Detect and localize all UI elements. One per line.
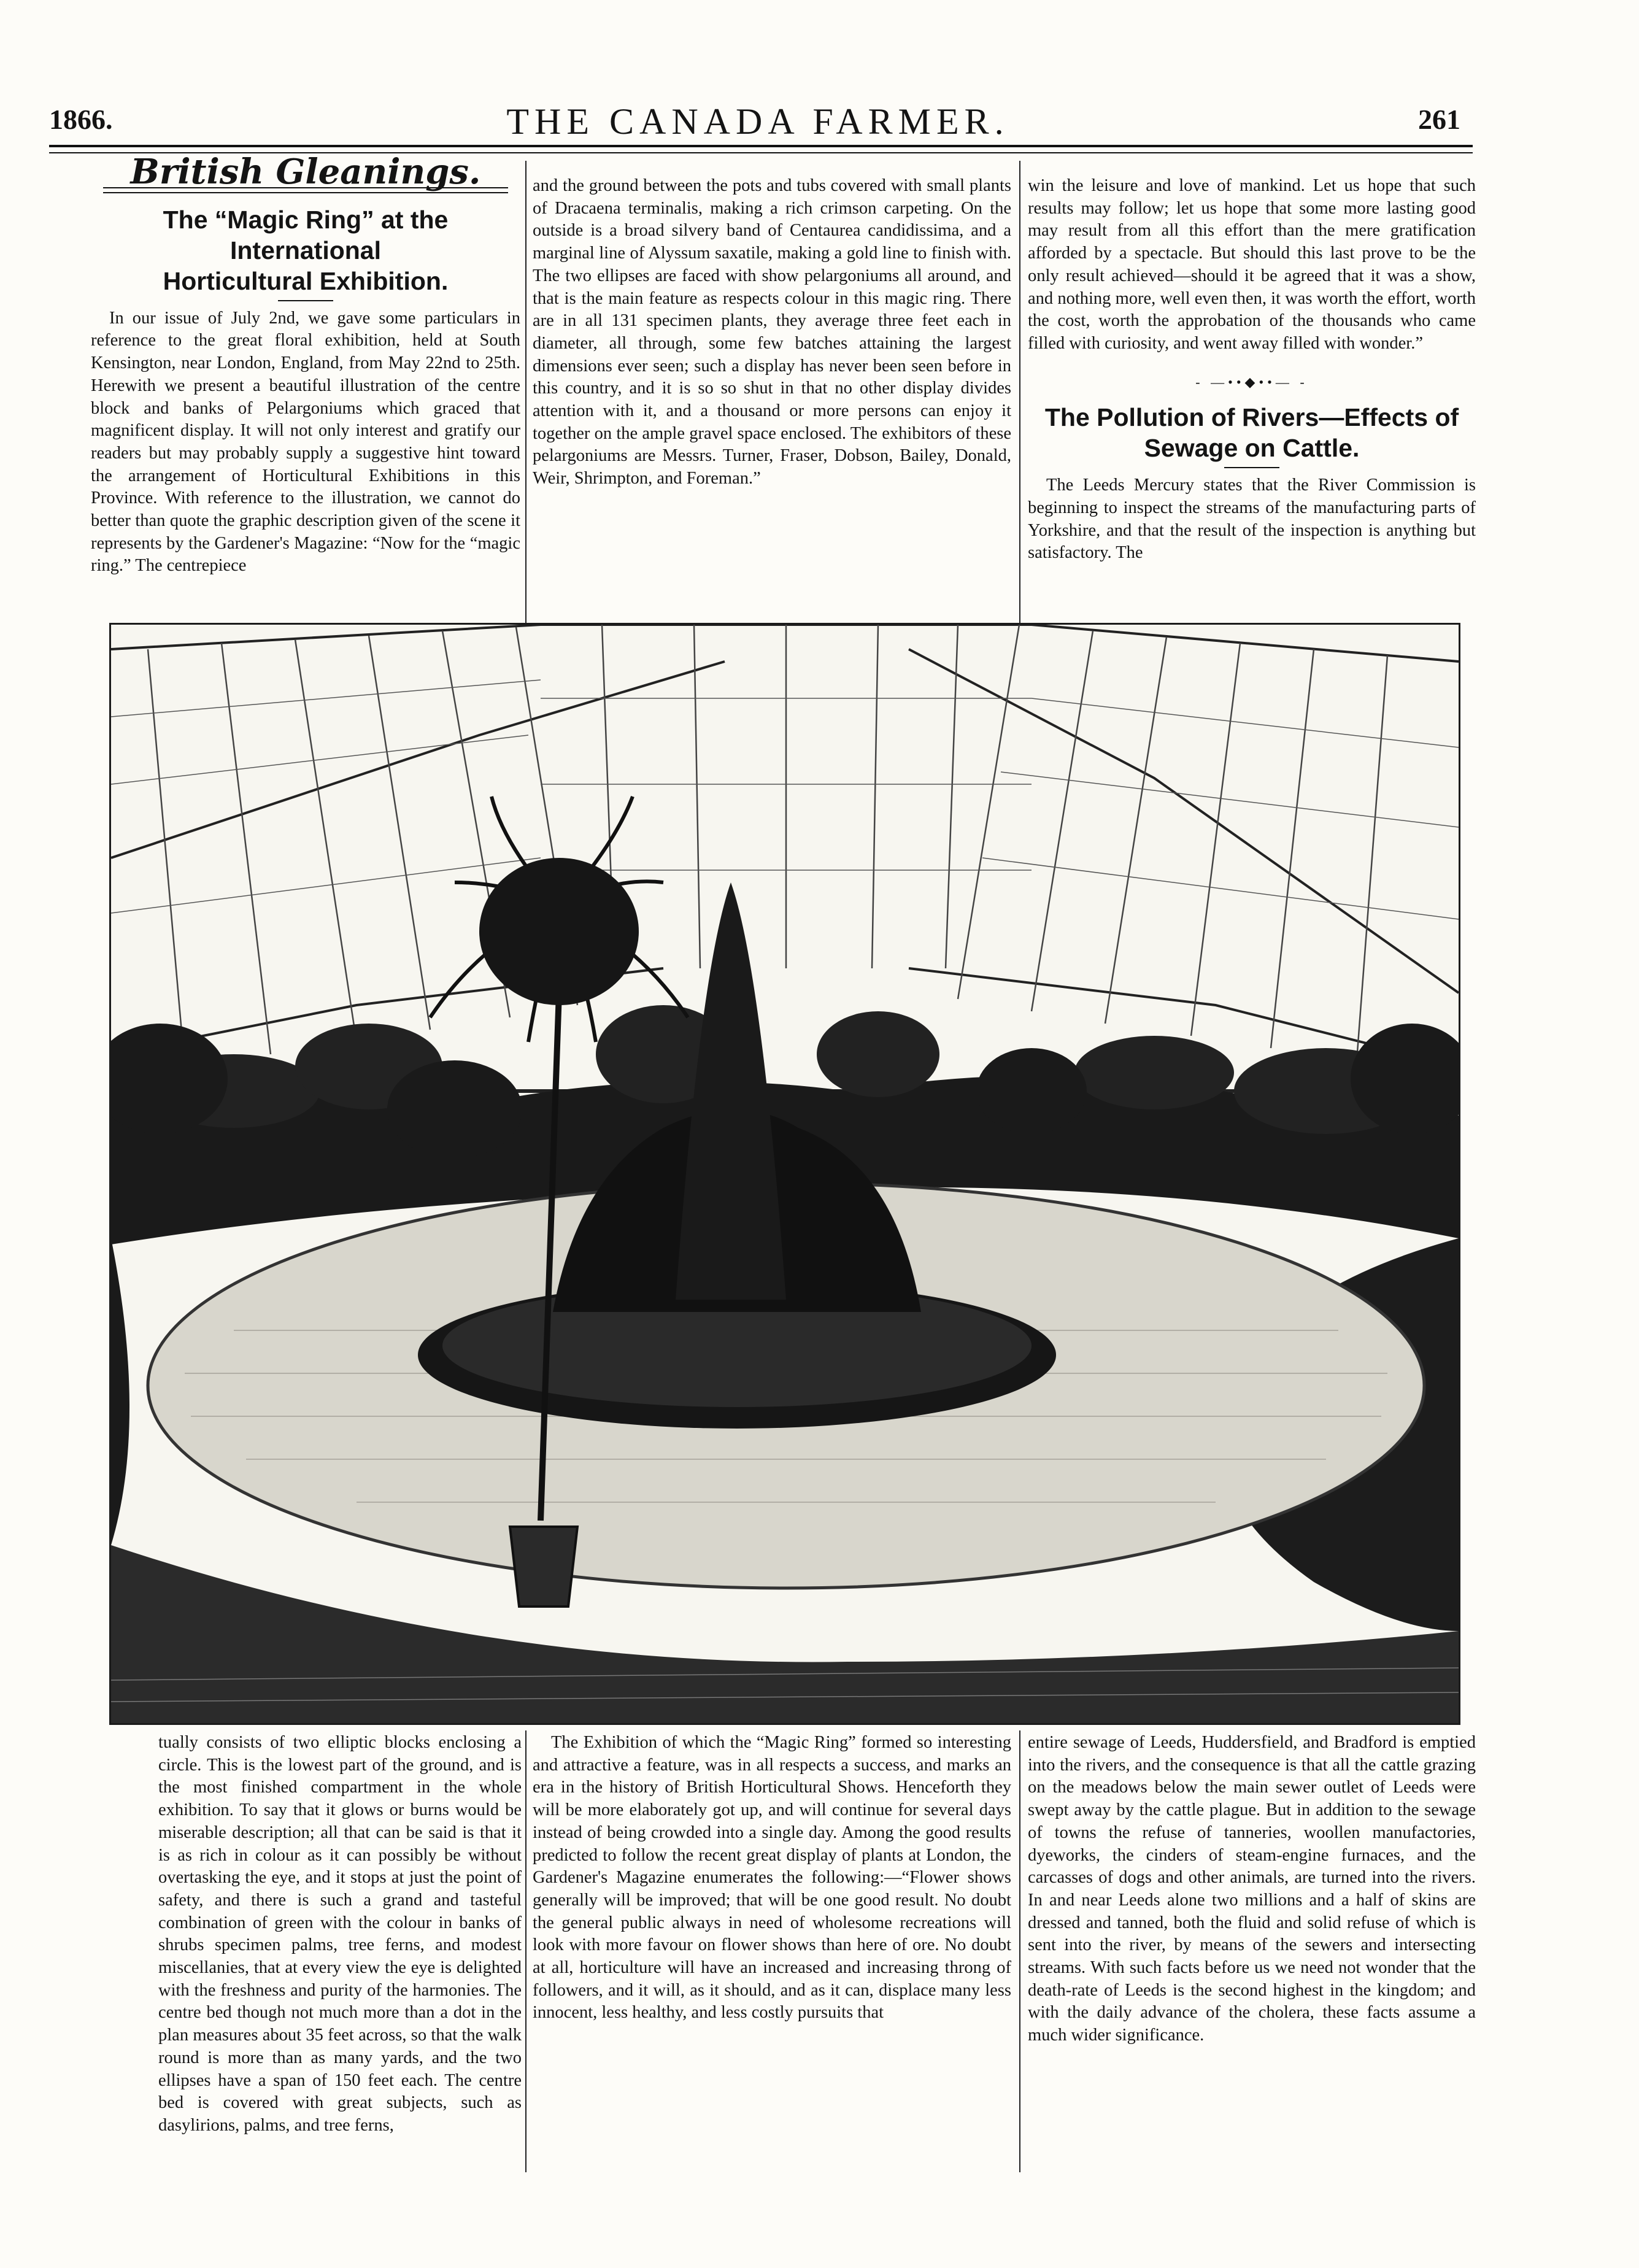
ornament-divider: - —••◆••— - xyxy=(1195,374,1308,390)
conservatory-illustration xyxy=(109,623,1460,1725)
article-title-line: Sewage on Cattle. xyxy=(1144,434,1360,463)
engraving-image xyxy=(111,625,1459,1723)
article-title xyxy=(1028,402,1476,463)
article-title-line: Horticultural Exhibition. xyxy=(163,266,449,295)
article-paragraph: and the ground between the pots and tubs covered with small plants of Dracaena terminalis, making a rich crimson carpeting. On the outside is a broad silvery band of Centaurea candidissima, and a marginal line of Alyssum saxatile, making a gold line to finish with. The two ellipses are faced with show pelargoniums all around, and that is the main feature as respects colour in this magic ring. There are in all 131 specimen plants, they average three feet each in diameter, all through, some few batches attaining the largest dimensions ever seen; such a display has never been seen before in this country, and it is so so shut in that no other display divides attention with it, and a thousand or more persons can enjoy it together on the ample gravel space enclosed. The exhibitors of these pelargoniums are Messrs. Turner, Fraser, Dobson, Bailey, Donald, Weir, Shrimpton, and Foreman.” xyxy=(533,176,1011,488)
column-2-top xyxy=(533,175,1011,490)
masthead xyxy=(43,103,1473,146)
masthead-title: THE CANADA FARMER. xyxy=(506,101,1009,142)
article-paragraph: win the leisure and love of mankind. Let us hope that such results may follow; let us hope that some more lasting good may result from all this effort than the mere gratification afforded by a spectacle. But should this last prove to be the only result achieved—should it be agreed that it was a show, and nothing more, well even then, it was worth the effort, worth the cost, worth the approbation of the thousands who came filled with curiosity, and went away filled with wonder.” xyxy=(1028,176,1476,353)
article-title-line: The Pollution of Rivers—Effects of xyxy=(1044,403,1459,432)
article-paragraph: The Exhibition of which the “Magic Ring” formed so interesting and attractive a feature, was in all respects a success, and marks an era in the history of British Horticultural Shows. Henceforth they will be more elaborately got up, and will continue for several days instead of being crowded into a single day. Among the good results predicted to follow the recent great display of plants at London, the Gardener's Magazine enumerates the following:—“Flower shows generally will be improved; that will be one good result. No doubt the general public always in need of wholesome recreations will look with more favour on flower shows than here of ore. No doubt at all, horticulture will have an increased and increasing throng of followers, and it will, as it should, and as it can, displace many less innocent, less healthy, and less costly pursuits that xyxy=(533,1733,1011,2023)
column-3-top xyxy=(1028,175,1476,565)
column-2-bottom xyxy=(533,1732,1011,2024)
column-divider xyxy=(1019,161,1020,627)
title-rule xyxy=(278,300,333,301)
article-title-line: The “Magic Ring” at the International xyxy=(163,205,449,264)
column-1-bottom xyxy=(158,1732,522,2137)
column-3-bottom xyxy=(1028,1732,1476,2047)
column-1-top xyxy=(91,152,520,577)
article-paragraph: tually consists of two elliptic blocks enclosing a circle. This is the lowest part of the ground, and is the most finished compartment in the whole exhibition. To say that it glows or burns would be miserable description; all that can be said is that it is as rich in colour as it can possibly be without overtasking the eye, and it stops at just the point of safety, and there is such a grand and tasteful combination of green with the colour in banks of shrubs specimen palms, tree ferns, and modest miscellanies, that at every view the eye is delighted with the freshness and purity of the harmonies. The centre bed though not much more than a dot in the plan measures about 35 feet across, so that the walk round is more than as many yards, and the two ellipses have a span of 150 feet each. The centre bed is covered with great subjects, such as dasylirions, palms, and tree ferns, xyxy=(158,1733,522,2135)
section-heading: British Gleanings. xyxy=(130,152,481,192)
column-divider xyxy=(525,1730,526,2172)
article-title xyxy=(91,204,520,296)
masthead-year: 1866. xyxy=(49,104,113,135)
column-divider xyxy=(525,161,526,627)
article-paragraph: entire sewage of Leeds, Huddersfield, and Bradford is emptied into the rivers, and the consequence is that all the cattle grazing on the meadows below the main sewer outlet of Leeds were swept away by the cattle plague. But in addition to the sewage of towns the refuse of tanneries, woollen manufactories, dyeworks, the cinders of steam-engine furnaces, and the carcasses of dogs and other animals, are turned into the rivers. In and near Leeds alone two millions and a half of skins are dressed and tanned, both the fluid and solid refuse of which is sent into the river, by means of the sewers and intersecting streams. With such facts before us we need not wonder that the death-rate of Leeds is the second highest in the kingdom; and with the daily advance of the cholera, these facts assume a much wider significance. xyxy=(1028,1733,1476,2045)
title-rule xyxy=(1224,467,1279,468)
article-paragraph: The Leeds Mercury states that the River Commission is beginning to inspect the streams of the manufacturing parts of Yorkshire, and that the result of the inspection is anything but satisfactory. The xyxy=(1028,476,1476,563)
page-number: 261 xyxy=(1418,104,1460,135)
article-paragraph: In our issue of July 2nd, we gave some particulars in reference to the great floral exhibition, held at South Kensington, near London, England, from May 22nd to 25th. Herewith we present a beautiful illustration of the centre block and banks of Pelargoniums which graced that magnificent display. It will not only interest and gratify our readers but may probably supply a suggestive hint toward the arrangement of Horticultural Exhibitions in this Province. With reference to the illustration, we cannot do better than quote the graphic description given of the scene it represents by the Gardener's Magazine: “Now for the “magic ring.” The centrepiece xyxy=(91,308,520,576)
column-divider xyxy=(1019,1730,1020,2172)
